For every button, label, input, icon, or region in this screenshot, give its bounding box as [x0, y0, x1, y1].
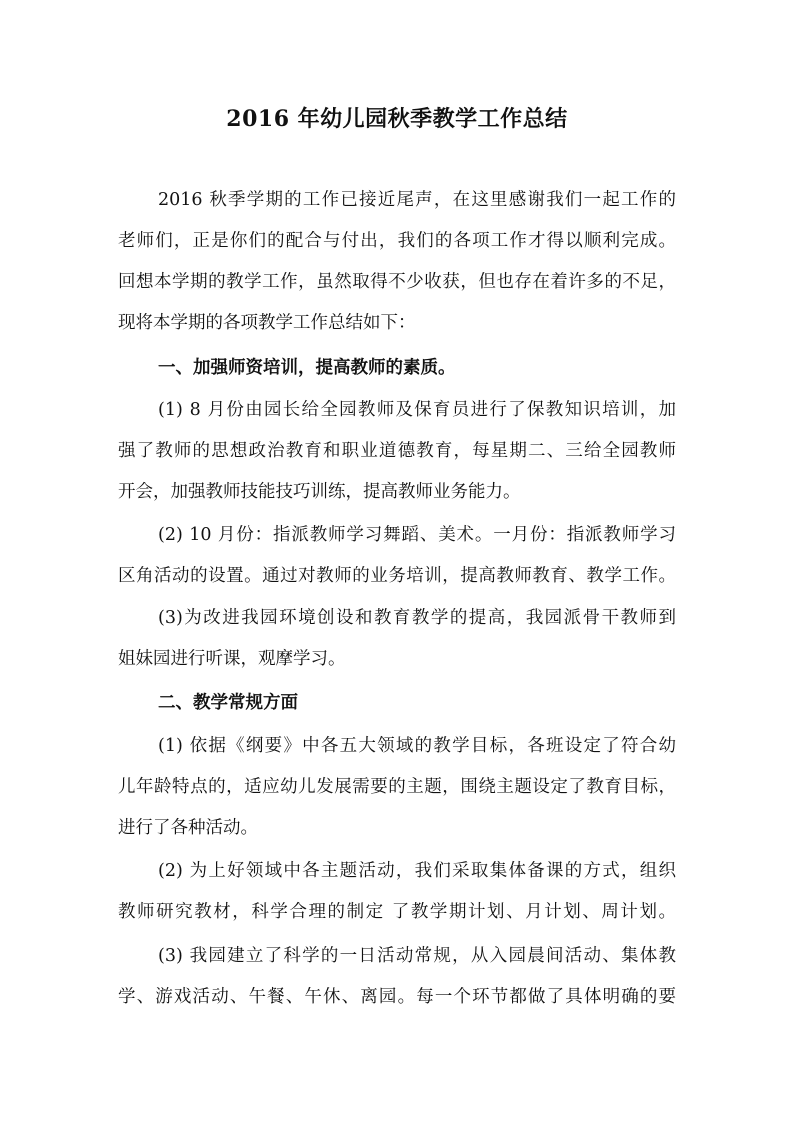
paragraph-line: 儿年龄特点的，适应幼儿发展需要的主题，围绕主题设定了教育目标， [118, 777, 676, 797]
paragraph-line: (3) 我园建立了科学的一日活动常规，从入园晨间活动、集体教 [158, 946, 676, 966]
paragraph-line: (2) 为上好领域中各主题活动，我们采取集体备课的方式，组织 [158, 861, 676, 881]
paragraph-line: 姐妹园进行听课，观摩学习。 [118, 649, 346, 669]
paragraph-line: 开会，加强教师技能技巧训练，提高教师业务能力。 [118, 482, 521, 502]
paragraph-line: 区角活动的设置。通过对教师的业务培训，提高教师教育、教学工作。 [118, 566, 676, 586]
paragraph-line: 2016 秋季学期的工作已接近尾声，在这里感谢我们一起工作的 [158, 190, 676, 210]
paragraph-line: 回想本学期的教学工作，虽然取得不少收获，但也存在着许多的不足， [118, 272, 676, 292]
paragraph-line: 现将本学期的各项教学工作总结如下： [118, 313, 416, 333]
paragraph-line: 学、游戏活动、午餐、午休、离园。每一个环节都做了具体明确的要 [118, 987, 676, 1007]
paragraph-line: (1) 8 月份由园长给全园教师及保育员进行了保教知识培训，加 [158, 400, 676, 420]
section-heading: 二、教学常规方面 [158, 693, 298, 713]
document-title: 2016 年幼儿园秋季教学工作总结 [226, 106, 568, 132]
paragraph-line: (3)为改进我园环境创设和教育教学的提高，我园派骨干教师到 [158, 608, 676, 628]
paragraph-line: 进行了各种活动。 [118, 818, 258, 838]
paragraph-line: 老师们，正是你们的配合与付出，我们的各项工作才得以顺利完成。 [118, 231, 676, 251]
paragraph-line: (1) 依据《纲要》中各五大领域的教学目标，各班设定了符合幼 [158, 736, 676, 756]
paragraph-line: 强了教师的思想政治教育和职业道德教育，每星期二、三给全园教师 [118, 441, 676, 461]
paragraph-line: 教师研究教材，科学合理的制定 了教学期计划、月计划、周计划。 [118, 902, 676, 922]
section-heading: 一、加强师资培训，提高教师的素质。 [158, 358, 456, 378]
paragraph-line: (2) 10 月份：指派教师学习舞蹈、美术。一月份：指派教师学习 [158, 525, 676, 545]
